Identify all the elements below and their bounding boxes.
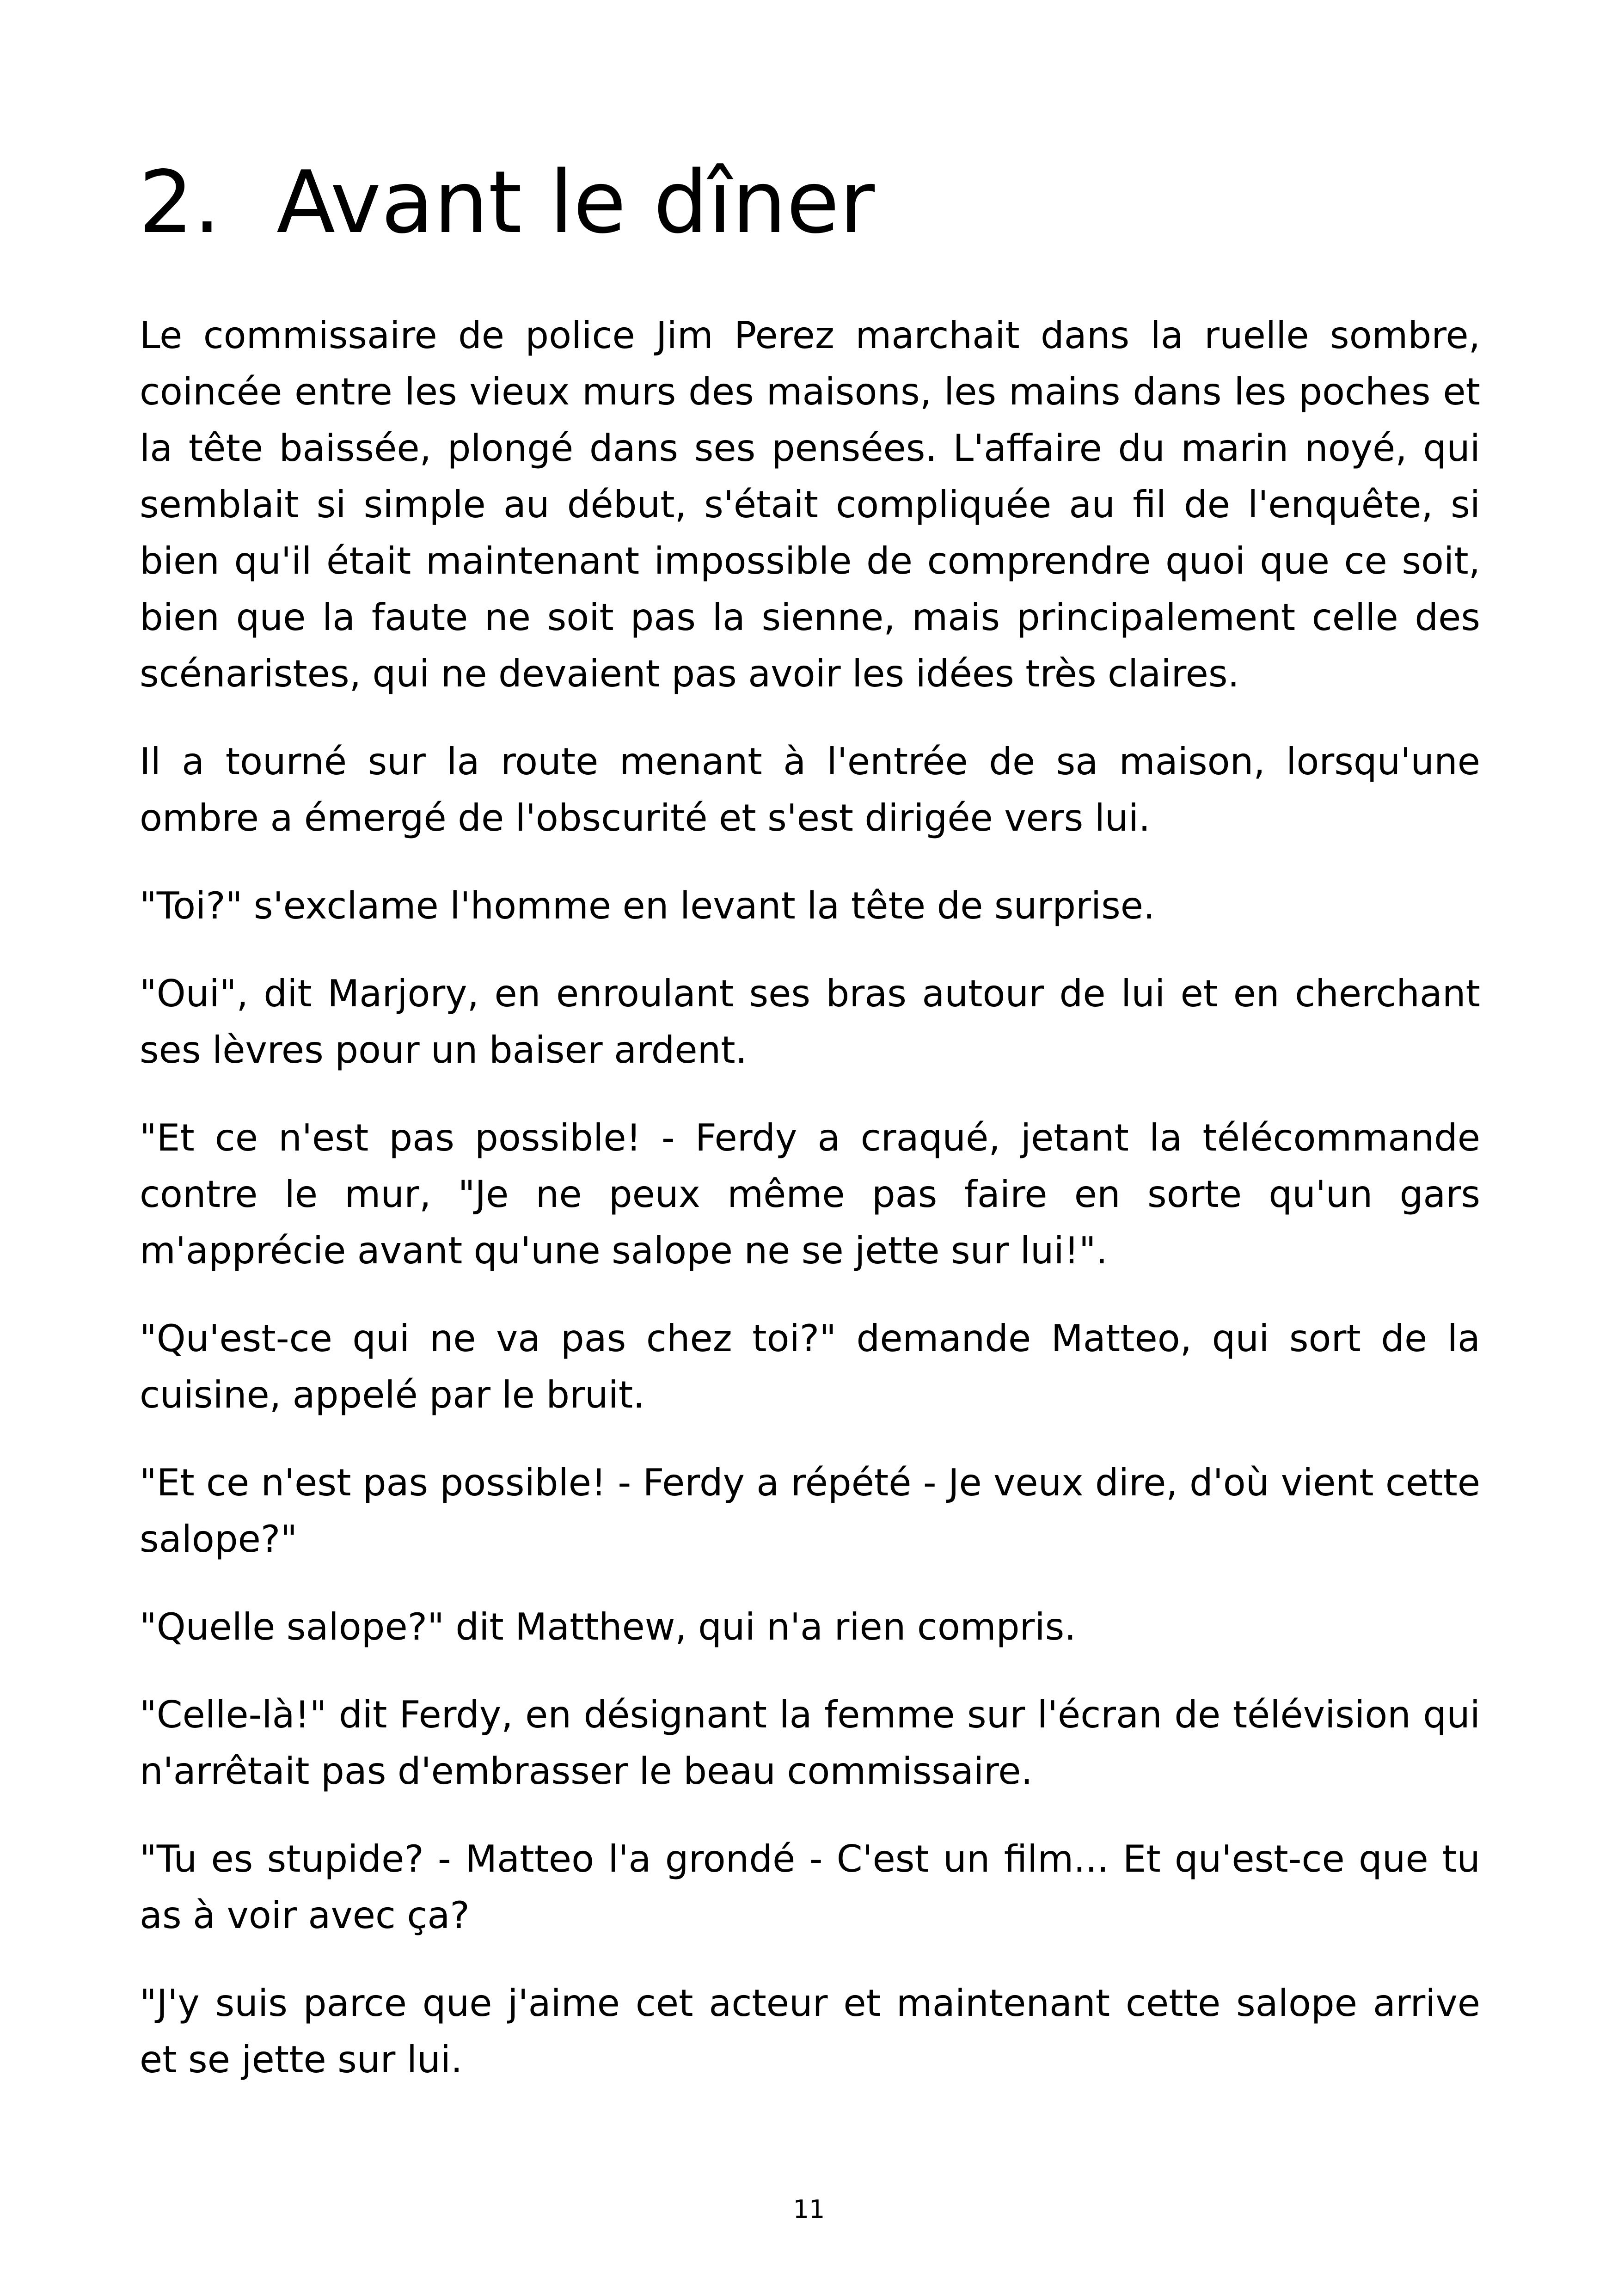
paragraph: "Tu es stupide? - Matteo l'a grondé - C'est un film... Et qu'est-ce que tu as à voir avec ça? [140, 1837, 1480, 1937]
paragraph: "J'y suis parce que j'aime cet acteur et maintenant cette salope arrive et se jette sur lui. [140, 1982, 1480, 2081]
chapter-number: 2. [139, 152, 221, 252]
paragraph: "Toi?" s'exclame l'homme en levant la tête de surprise. [140, 884, 1155, 927]
paragraph: Il a tourné sur la route menant à l'entrée de sa maison, lorsqu'une ombre a émergé de l'obscurité et s'est dirigée vers lui. [140, 740, 1480, 839]
paragraph: "Et ce n'est pas possible! - Ferdy a répété - Je veux dire, d'où vient cette salope?" [140, 1461, 1480, 1561]
paragraph: "Et ce n'est pas possible! - Ferdy a craqué, jetant la télécommande contre le mur, "Je ne peux même pas faire en sorte qu'un gars m'apprécie avant qu'une salope ne se jette sur lui!". [140, 1116, 1480, 1272]
chapter-title: Avant le dîner [276, 152, 875, 252]
body-text [140, 307, 1480, 2119]
page-number: 11 [793, 2195, 825, 2224]
paragraph: Le commissaire de police Jim Perez marchait dans la ruelle sombre, coincée entre les vieux murs des maisons, les mains dans les poches et la tête baissée, plongé dans ses pensées. L'affaire du marin noyé, qui semblait si simple au début, s'était compliquée au fil de l'enquête, si bien qu'il était maintenant impossible de comprendre quoi que ce soit, bien que la faute ne soit pas la sienne, mais principalement celle des scénaristes, qui ne devaient pas avoir les idées très claires. [140, 314, 1480, 695]
chapter-heading [139, 147, 1479, 258]
paragraph: "Oui", dit Marjory, en enroulant ses bras autour de lui et en cherchant ses lèvres pour un baiser ardent. [140, 972, 1480, 1071]
paragraph: "Quelle salope?" dit Matthew, qui n'a rien compris. [140, 1605, 1076, 1648]
paragraph: "Celle-là!" dit Ferdy, en désignant la femme sur l'écran de télévision qui n'arrêtait pas d'embrasser le beau commissaire. [140, 1693, 1480, 1793]
paragraph: "Qu'est-ce qui ne va pas chez toi?" demande Matteo, qui sort de la cuisine, appelé par le bruit. [140, 1317, 1480, 1416]
